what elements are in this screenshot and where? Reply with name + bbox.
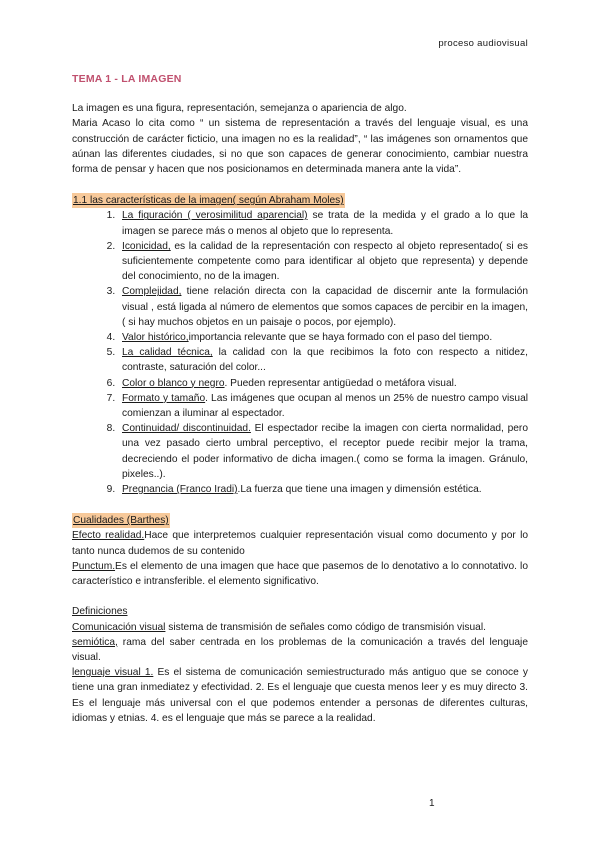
item-term: La figuración ( verosimilitud aparencial) — [122, 210, 308, 222]
qualities-paragraph-2 — [72, 559, 528, 589]
item-text: importancia relevante que se haya formado con el paso del tiempo. — [188, 332, 493, 344]
list-item — [118, 376, 528, 391]
item-term: Valor histórico, — [122, 332, 189, 344]
document-body — [72, 72, 528, 726]
list-item — [118, 421, 528, 482]
list-item — [118, 284, 528, 330]
list-item — [118, 482, 528, 497]
section-heading-definitions: Definiciones — [72, 606, 128, 618]
section-heading-qualities: Cualidades (Barthes) — [72, 513, 170, 528]
definition-text: Es el elemento de una imagen que hace que pasemos de lo denotativo a lo connotativo. lo característico e intransferible. el elemento significativo. — [72, 560, 528, 588]
item-term: Continuidad/ discontinuidad. — [122, 423, 251, 435]
term-efecto-realidad: Efecto realidad. — [72, 530, 145, 542]
item-text: . Pueden representar antigüedad o metáfora visual. — [224, 377, 457, 389]
term-semiotica: semiótica, — [72, 636, 118, 648]
item-text: se trata de la medida y el grado a lo que la imagen se parece más o menos al objeto que lo representa. — [122, 210, 528, 237]
qualities-paragraph-1 — [72, 528, 528, 558]
item-term: Pregnancia (Franco Iradi) — [122, 484, 238, 496]
definition-paragraph-1 — [72, 620, 528, 635]
item-term: Complejidad, — [122, 286, 182, 298]
intro-paragraph-2: Maria Acaso lo cita como “ un sistema de representación a través del lenguaje visual, es una construcción de carácter ficticio, una imagen no es la realidad”, “ las imágenes son ornamentos que aúnan las diferentes ciudades, si no que son capaces de generar conocimiento, cambiar nuestra forma de pensar y hacen que nos posicionamos en determinada manera ante la vida”. — [72, 118, 528, 176]
item-term: La calidad técnica, — [122, 347, 213, 359]
list-item — [118, 330, 528, 345]
definition-text: rama del saber centrada en los problemas de la comunicación a través del lenguaje visual. — [72, 636, 528, 663]
term-punctum: Punctum. — [72, 560, 116, 572]
definition-text: sistema de transmisión de señales como código de transmisión visual. — [165, 621, 486, 633]
item-text: El espectador recibe la imagen con cierta normalidad, pero una vez pasado cierto umbral perceptivo, el receptor puede recibir mejor la trama, decreciendo el poder informativo de dicha imagen.( como se forma la imagen. Gránulo, pixeles..). — [122, 423, 528, 480]
term-lenguaje-visual: lenguaje visual 1. — [72, 667, 154, 679]
list-item — [118, 208, 528, 238]
item-term: Formato y tamaño — [122, 392, 206, 404]
item-text: es la calidad de la representación con respecto al objeto representado( si es suficientemente competente como para identificar al objeto que representa) y depende del conocimiento, no de la imagen. — [122, 240, 528, 283]
section-heading-characteristics: 1.1 las características de la imagen( según Abraham Moles) — [72, 193, 345, 208]
definition-text: Hace que interpretemos cualquier representación visual como documento y por lo tanto nunca dudemos de su contenido — [72, 530, 528, 557]
list-item — [118, 391, 528, 421]
item-text: tiene relación directa con la capacidad de discernir ante la formulación visual , está ligada al número de elementos que somos capaces de percibir en la imagen, ( si hay muchos objetos en un paisaje o pocos, por ejemplo). — [122, 286, 528, 328]
item-text: . Las imágenes que ocupan al menos un 25% de nuestro campo visual comienzan a iluminar al espectador. — [122, 392, 528, 420]
characteristics-list — [72, 208, 528, 497]
intro-paragraph-1: La imagen es una figura, representación, semejanza o apariencia de algo. — [72, 103, 407, 115]
term-comunicacion-visual: Comunicación visual — [72, 621, 166, 633]
item-text: la calidad con la que recibimos la foto con respecto a nitidez, contraste, saturación del color... — [122, 347, 528, 374]
page-number: 1 — [429, 798, 435, 809]
definition-paragraph-3 — [72, 665, 528, 726]
item-text: .La fuerza que tiene una imagen y dimensión estética. — [237, 484, 482, 496]
definition-paragraph-2 — [72, 635, 528, 665]
definition-text: Es el sistema de comunicación semiestructurado más antiguo que se conoce y tiene una gran inmediatez y efectividad. 2. Es el lenguaje que cuesta menos leer y es muy directo 3. Es el lenguaje más universal con el que podemos entender a personas de diferentes culturas, idiomas y etnias. 4. es el lenguaje que más se parece a la realidad. — [72, 667, 528, 724]
list-item — [118, 239, 528, 285]
item-term: Iconicidad, — [122, 240, 171, 252]
running-header: proceso audiovisual — [438, 38, 528, 49]
page-title: TEMA 1 - LA IMAGEN — [72, 73, 182, 85]
list-item — [118, 345, 528, 375]
item-term: Color o blanco y negro — [122, 377, 225, 389]
